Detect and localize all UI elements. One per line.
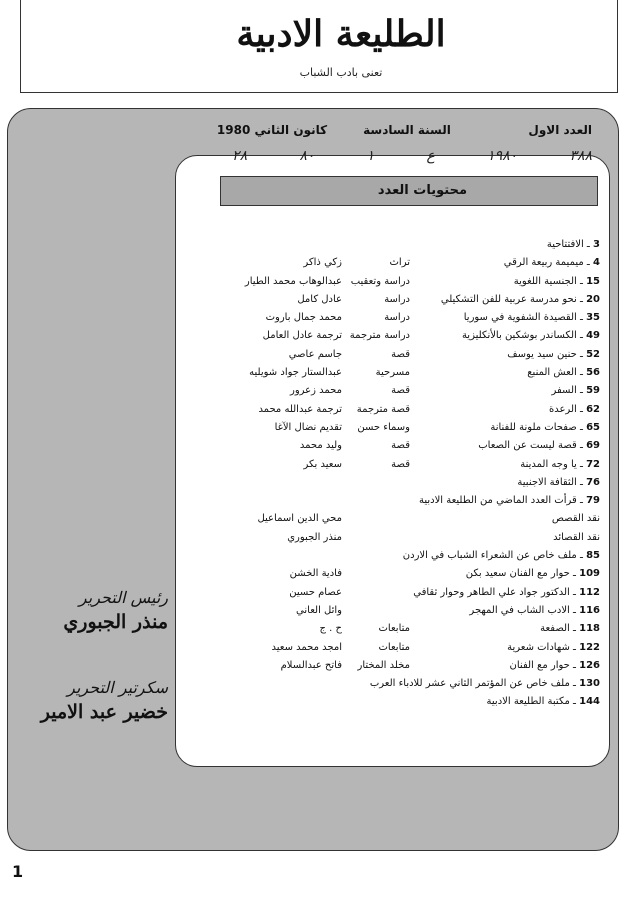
toc-entry: 69 ـ قصة ليست عن الصعاب xyxy=(478,440,600,452)
toc-title: السفر xyxy=(551,385,577,397)
toc-type: دراسة xyxy=(384,312,410,324)
toc-entry: 85 ـ ملف خاص عن الشعراء الشباب في الاردن xyxy=(402,550,600,562)
toc-entry: 3 ـ الافتتاحية xyxy=(546,239,600,250)
toc-entry: 65 ـ صفحات ملونة للفنانة xyxy=(490,421,600,433)
toc-row xyxy=(190,401,600,419)
toc-page-number: 35 xyxy=(586,312,600,324)
toc-author: عادل كامل xyxy=(297,293,342,305)
toc-entry: 79 ـ قرأت العدد الماضي من الطليعة الادبية xyxy=(418,495,600,507)
issue-year: السنة السادسة xyxy=(363,123,451,137)
handwritten-mark: ع xyxy=(426,148,435,164)
toc-entry: 20 ـ نحو مدرسة عربية للفن التشكيلي xyxy=(440,293,600,305)
toc-entry: 112 ـ الدكتور جواد علي الطاهر وحوار ثقافي xyxy=(413,586,600,598)
toc-page-number: 85 xyxy=(586,550,600,562)
toc-author: ترجمة عادل العامل xyxy=(262,330,342,342)
toc-page-number: 79 xyxy=(586,495,600,507)
toc-author: وليد محمد xyxy=(299,440,342,452)
toc-title: ملف خاص عن الشعراء الشباب في الاردن xyxy=(402,550,577,562)
toc-entry xyxy=(380,529,600,547)
issue-date: كانون الثاني 1980 xyxy=(216,123,328,137)
toc-author: جاسم عاصي xyxy=(288,348,342,360)
toc-title: نقد القصص xyxy=(551,513,600,525)
handwritten-note xyxy=(232,148,592,168)
handwritten-mark: ٣٨٨ xyxy=(569,148,592,164)
toc-title: صفحات ملونة للفنانة xyxy=(490,421,577,433)
toc-title: الافتتاحية xyxy=(546,239,584,250)
editorial-secretary-label: سكرتير التحرير xyxy=(67,678,168,697)
toc-row xyxy=(190,693,600,711)
magazine-title: الطليعة الادبية xyxy=(236,13,446,55)
toc-author: زكي ذاكر xyxy=(303,257,342,269)
toc-author: فاتح عبدالسلام xyxy=(280,659,342,671)
toc-page-number: 20 xyxy=(586,293,600,305)
toc-type: دراسة xyxy=(384,293,410,305)
toc-row xyxy=(190,492,600,510)
toc-entry: 122 ـ شهادات شعرية xyxy=(507,641,600,653)
editor-in-chief-label: رئيس التحرير xyxy=(78,588,168,607)
toc-entry: 144 ـ مكتبة الطليعة الادبية xyxy=(486,696,600,708)
toc-type: وسماء حسن xyxy=(357,421,410,433)
toc-title: الكساندر بوشكين بالأنكليزية xyxy=(461,330,577,342)
toc-author: محي الدين اسماعيل xyxy=(257,513,342,525)
toc-title: الثقافة الاجنبية xyxy=(517,476,577,488)
toc-type: تراث xyxy=(389,257,410,269)
toc-title: قرأت العدد الماضي من الطليعة الادبية xyxy=(418,495,577,507)
handwritten-mark: ١٩٨٠ xyxy=(487,148,518,164)
toc-row xyxy=(190,291,600,309)
toc-title: الصفعة xyxy=(540,623,570,635)
toc-author: سعيد بكر xyxy=(303,458,342,470)
toc-author: فادية الخشن xyxy=(289,568,342,580)
toc-entry: 35 ـ القصيدة الشفوية في سوريا xyxy=(463,312,600,324)
toc-title: حنين سيد يوسف xyxy=(507,348,577,360)
toc-entry: 56 ـ العش المنبع xyxy=(527,367,600,379)
toc-entry: 72 ـ يا وجه المدينة xyxy=(520,458,600,470)
toc-page-number: 69 xyxy=(586,440,600,452)
toc-page-number: 3 xyxy=(593,239,600,250)
toc-row xyxy=(190,456,600,474)
toc-row xyxy=(190,565,600,583)
toc-entry: 52 ـ حنين سيد يوسف xyxy=(507,348,600,360)
toc-page-number: 59 xyxy=(586,385,600,397)
toc-author: عبدالستار جواد شويليه xyxy=(249,367,342,379)
toc-entry: 62 ـ الرعدة xyxy=(548,403,600,415)
toc-page-number: 49 xyxy=(586,330,600,342)
toc-entry xyxy=(380,510,600,528)
toc-row xyxy=(190,547,600,565)
toc-row xyxy=(190,639,600,657)
toc-entry: 126 ـ حوار مع الفنان xyxy=(509,659,600,671)
issue-number: العدد الاول xyxy=(528,123,592,137)
toc-title: مكتبة الطليعة الادبية xyxy=(486,696,570,708)
editorial-secretary-name: خضير عبد الامير xyxy=(40,701,168,723)
toc-page-number: 52 xyxy=(586,348,600,360)
page-number: 1 xyxy=(12,862,24,881)
toc-author: ترجمة عبدالله محمد xyxy=(258,403,342,415)
toc-entry: 4 ـ ميميمة ربيعة الرقي xyxy=(503,257,600,269)
toc-title: قصة ليست عن الصعاب xyxy=(478,440,577,452)
toc-row xyxy=(190,675,600,693)
masthead xyxy=(20,0,618,93)
toc-title: نقد القصائد xyxy=(553,531,600,543)
toc-title: نحو مدرسة عربية للفن التشكيلي xyxy=(440,293,577,305)
toc-title: حوار مع الفنان xyxy=(509,659,570,671)
toc-page-number: 122 xyxy=(579,641,600,653)
toc-row xyxy=(190,529,600,547)
toc-page-number: 72 xyxy=(586,458,600,470)
toc-page-number: 65 xyxy=(586,421,600,433)
toc-entry: 76 ـ الثقافة الاجنبية xyxy=(517,476,600,488)
toc-title: ميميمة ربيعة الرقي xyxy=(503,257,584,269)
toc-author: عبدالوهاب محمد الطيار xyxy=(244,275,342,287)
toc-page-number: 144 xyxy=(579,696,600,708)
toc-row xyxy=(190,657,600,675)
toc-author: منذر الجبوري xyxy=(287,531,342,543)
toc-page-number: 112 xyxy=(579,586,600,598)
toc-type: مخلد المختار xyxy=(357,659,410,671)
toc-type: قصة xyxy=(391,440,410,452)
toc-row xyxy=(190,346,600,364)
toc-row xyxy=(190,382,600,400)
toc-author: ح . ج xyxy=(319,623,342,635)
toc-title: حوار مع الفنان سعيد بكن xyxy=(465,568,570,580)
toc-title: القصيدة الشفوية في سوريا xyxy=(463,312,577,324)
toc-row xyxy=(190,620,600,638)
toc-type: قصة xyxy=(391,458,410,470)
handwritten-mark: ٢٨ xyxy=(232,148,248,164)
toc-page-number: 126 xyxy=(579,659,600,671)
toc-type: متابعات xyxy=(378,623,410,635)
toc-row xyxy=(190,474,600,492)
toc-row xyxy=(190,236,600,254)
toc-entry: 109 ـ حوار مع الفنان سعيد بكن xyxy=(465,568,600,580)
toc-author: امجد محمد سعيد xyxy=(271,641,342,653)
handwritten-mark: ٨٠ xyxy=(299,148,315,164)
toc-title: الدكتور جواد علي الطاهر وحوار ثقافي xyxy=(413,586,570,598)
toc-entry: 130 ـ ملف خاص عن المؤتمر الثاني عشر للادباء العرب xyxy=(369,678,600,690)
editor-block xyxy=(18,588,168,726)
toc-row xyxy=(190,254,600,272)
toc-row xyxy=(190,419,600,437)
toc-row xyxy=(190,584,600,602)
editor-in-chief-name: منذر الجبوري xyxy=(63,611,168,633)
toc-entry: 59 ـ السفر xyxy=(551,385,600,397)
toc-type: قصة مترجمة xyxy=(356,403,410,415)
toc-page-number: 118 xyxy=(579,623,600,635)
magazine-subtitle: تعنى بادب الشباب xyxy=(299,66,383,79)
toc-title: يا وجه المدينة xyxy=(520,458,577,470)
toc-entry: 118 ـ الصفعة xyxy=(540,623,600,635)
toc-page-number: 62 xyxy=(586,403,600,415)
toc-page-number: 109 xyxy=(579,568,600,580)
toc-title: الادب الشاب في المهجر xyxy=(469,604,570,616)
toc-author: محمد زعرور xyxy=(290,385,342,397)
toc-title: الجنسية اللغوية xyxy=(513,275,577,287)
toc-row xyxy=(190,309,600,327)
toc-page-number: 76 xyxy=(586,476,600,488)
table-of-contents xyxy=(190,236,600,712)
toc-page-number: 15 xyxy=(586,275,600,287)
toc-title: الرعدة xyxy=(548,403,577,415)
toc-page-number: 116 xyxy=(579,604,600,616)
toc-type: قصة xyxy=(391,348,410,360)
toc-author: تقديم نضال الآغا xyxy=(274,421,342,433)
toc-title: ملف خاص عن المؤتمر الثاني عشر للادباء العرب xyxy=(369,678,570,690)
toc-page-number: 56 xyxy=(586,367,600,379)
toc-entry: 116 ـ الادب الشاب في المهجر xyxy=(469,604,600,616)
toc-entry: 15 ـ الجنسية اللغوية xyxy=(513,275,600,287)
toc-author: وائل العاني xyxy=(296,604,342,616)
toc-row xyxy=(190,327,600,345)
toc-row xyxy=(190,510,600,528)
toc-row xyxy=(190,364,600,382)
toc-row xyxy=(190,437,600,455)
toc-entry: 49 ـ الكساندر بوشكين بالأنكليزية xyxy=(461,330,600,342)
toc-type: مسرحية xyxy=(375,367,410,379)
issue-header xyxy=(195,123,600,143)
toc-type: دراسة مترجمة xyxy=(349,330,410,342)
toc-page-number: 130 xyxy=(579,678,600,690)
toc-type: متابعات xyxy=(378,641,410,653)
contents-heading: محتويات العدد xyxy=(220,176,598,206)
toc-author: محمد جمال باروت xyxy=(265,312,342,324)
toc-author: عصام حسين xyxy=(289,586,342,598)
toc-title: العش المنبع xyxy=(527,367,577,379)
toc-page-number: 4 xyxy=(593,257,600,269)
toc-title: شهادات شعرية xyxy=(507,641,570,653)
toc-type: دراسة وتعقيب xyxy=(350,275,410,287)
toc-type: قصة xyxy=(391,385,410,397)
handwritten-mark: ١ xyxy=(366,148,375,164)
toc-row xyxy=(190,602,600,620)
toc-row xyxy=(190,273,600,291)
